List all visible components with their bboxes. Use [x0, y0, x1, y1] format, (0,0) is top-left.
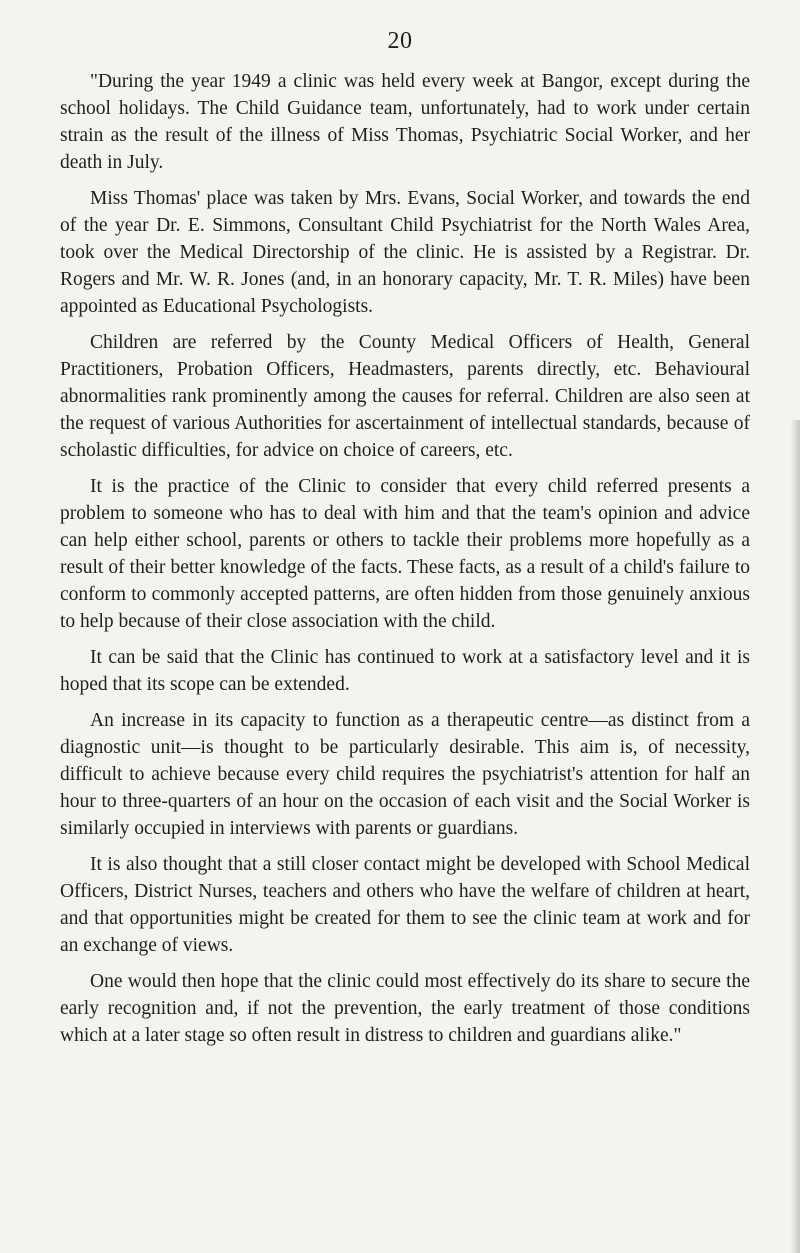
- paragraph-early-recognition: One would then hope that the clinic could most effectively do its share to secure the early recognition and, if not the prevention, the early treatment of those conditions which at a later stage so often result in distress to children and guardians alike.": [60, 971, 750, 1046]
- paragraph-clinic-1949: "During the year 1949 a clinic was held every week at Bangor, except during the school holidays. The Child Guidance team, unfortunately, had to work under certain strain as the result of the illness of Miss Thomas, Psychiatric Social Worker, and her death in July.: [60, 71, 750, 173]
- paragraph-staff-changes: Miss Thomas' place was taken by Mrs. Evans, Social Worker, and towards the end of the year Dr. E. Simmons, Consultant Child Psychiatrist for the North Wales Area, took over the Medical Directorship of the clinic. He is assisted by a Registrar. Dr. Rogers and Mr. W. R. Jones (and, in an honorary capacity, Mr. T. R. Miles) have been appointed as Educational Psychologists.: [60, 188, 750, 317]
- page-edge-shadow: [790, 420, 800, 1253]
- paragraph-clinic-practice: It is the practice of the Clinic to consider that every child referred presents a problem to someone who has to deal with him and that the team's opinion and advice can help either school, parents or others to tackle their problems more hopefully as a result of their better knowledge of the facts. These facts, as a result of a child's failure to conform to commonly accepted patterns, are often hidden from those genuinely anxious to help because of their close association with the child.: [60, 476, 750, 632]
- paragraph-therapeutic-centre: An increase in its capacity to function as a therapeutic centre—as distinct from a diagnostic unit—is thought to be particularly desirable. This aim is, of necessity, difficult to achieve because every child requires the psychiatrist's attention for half an hour to three-quarters of an hour on the occasion of each visit and the Social Worker is similarly occupied in interviews with parents or guardians.: [60, 710, 750, 839]
- paragraph-referrals: Children are referred by the County Medical Officers of Health, General Practitioners, Probation Officers, Headmasters, parents directly, etc. Behavioural abnormalities rank prominently among the causes for referral. Children are also seen at the request of various Authorities for ascertainment of intellectual standards, because of scholastic difficulties, for advice on choice of careers, etc.: [60, 332, 750, 461]
- paragraph-closer-contact: It is also thought that a still closer contact might be developed with School Medical Officers, District Nurses, teachers and others who have the welfare of children at heart, and that opportunities might be created for them to see the clinic team at work and for an exchange of views.: [60, 854, 750, 956]
- page-number: 20: [387, 28, 413, 54]
- paragraph-satisfactory-level: It can be said that the Clinic has continued to work at a satisfactory level and it is hoped that its scope can be extended.: [60, 647, 750, 695]
- report-text: [60, 68, 750, 1058]
